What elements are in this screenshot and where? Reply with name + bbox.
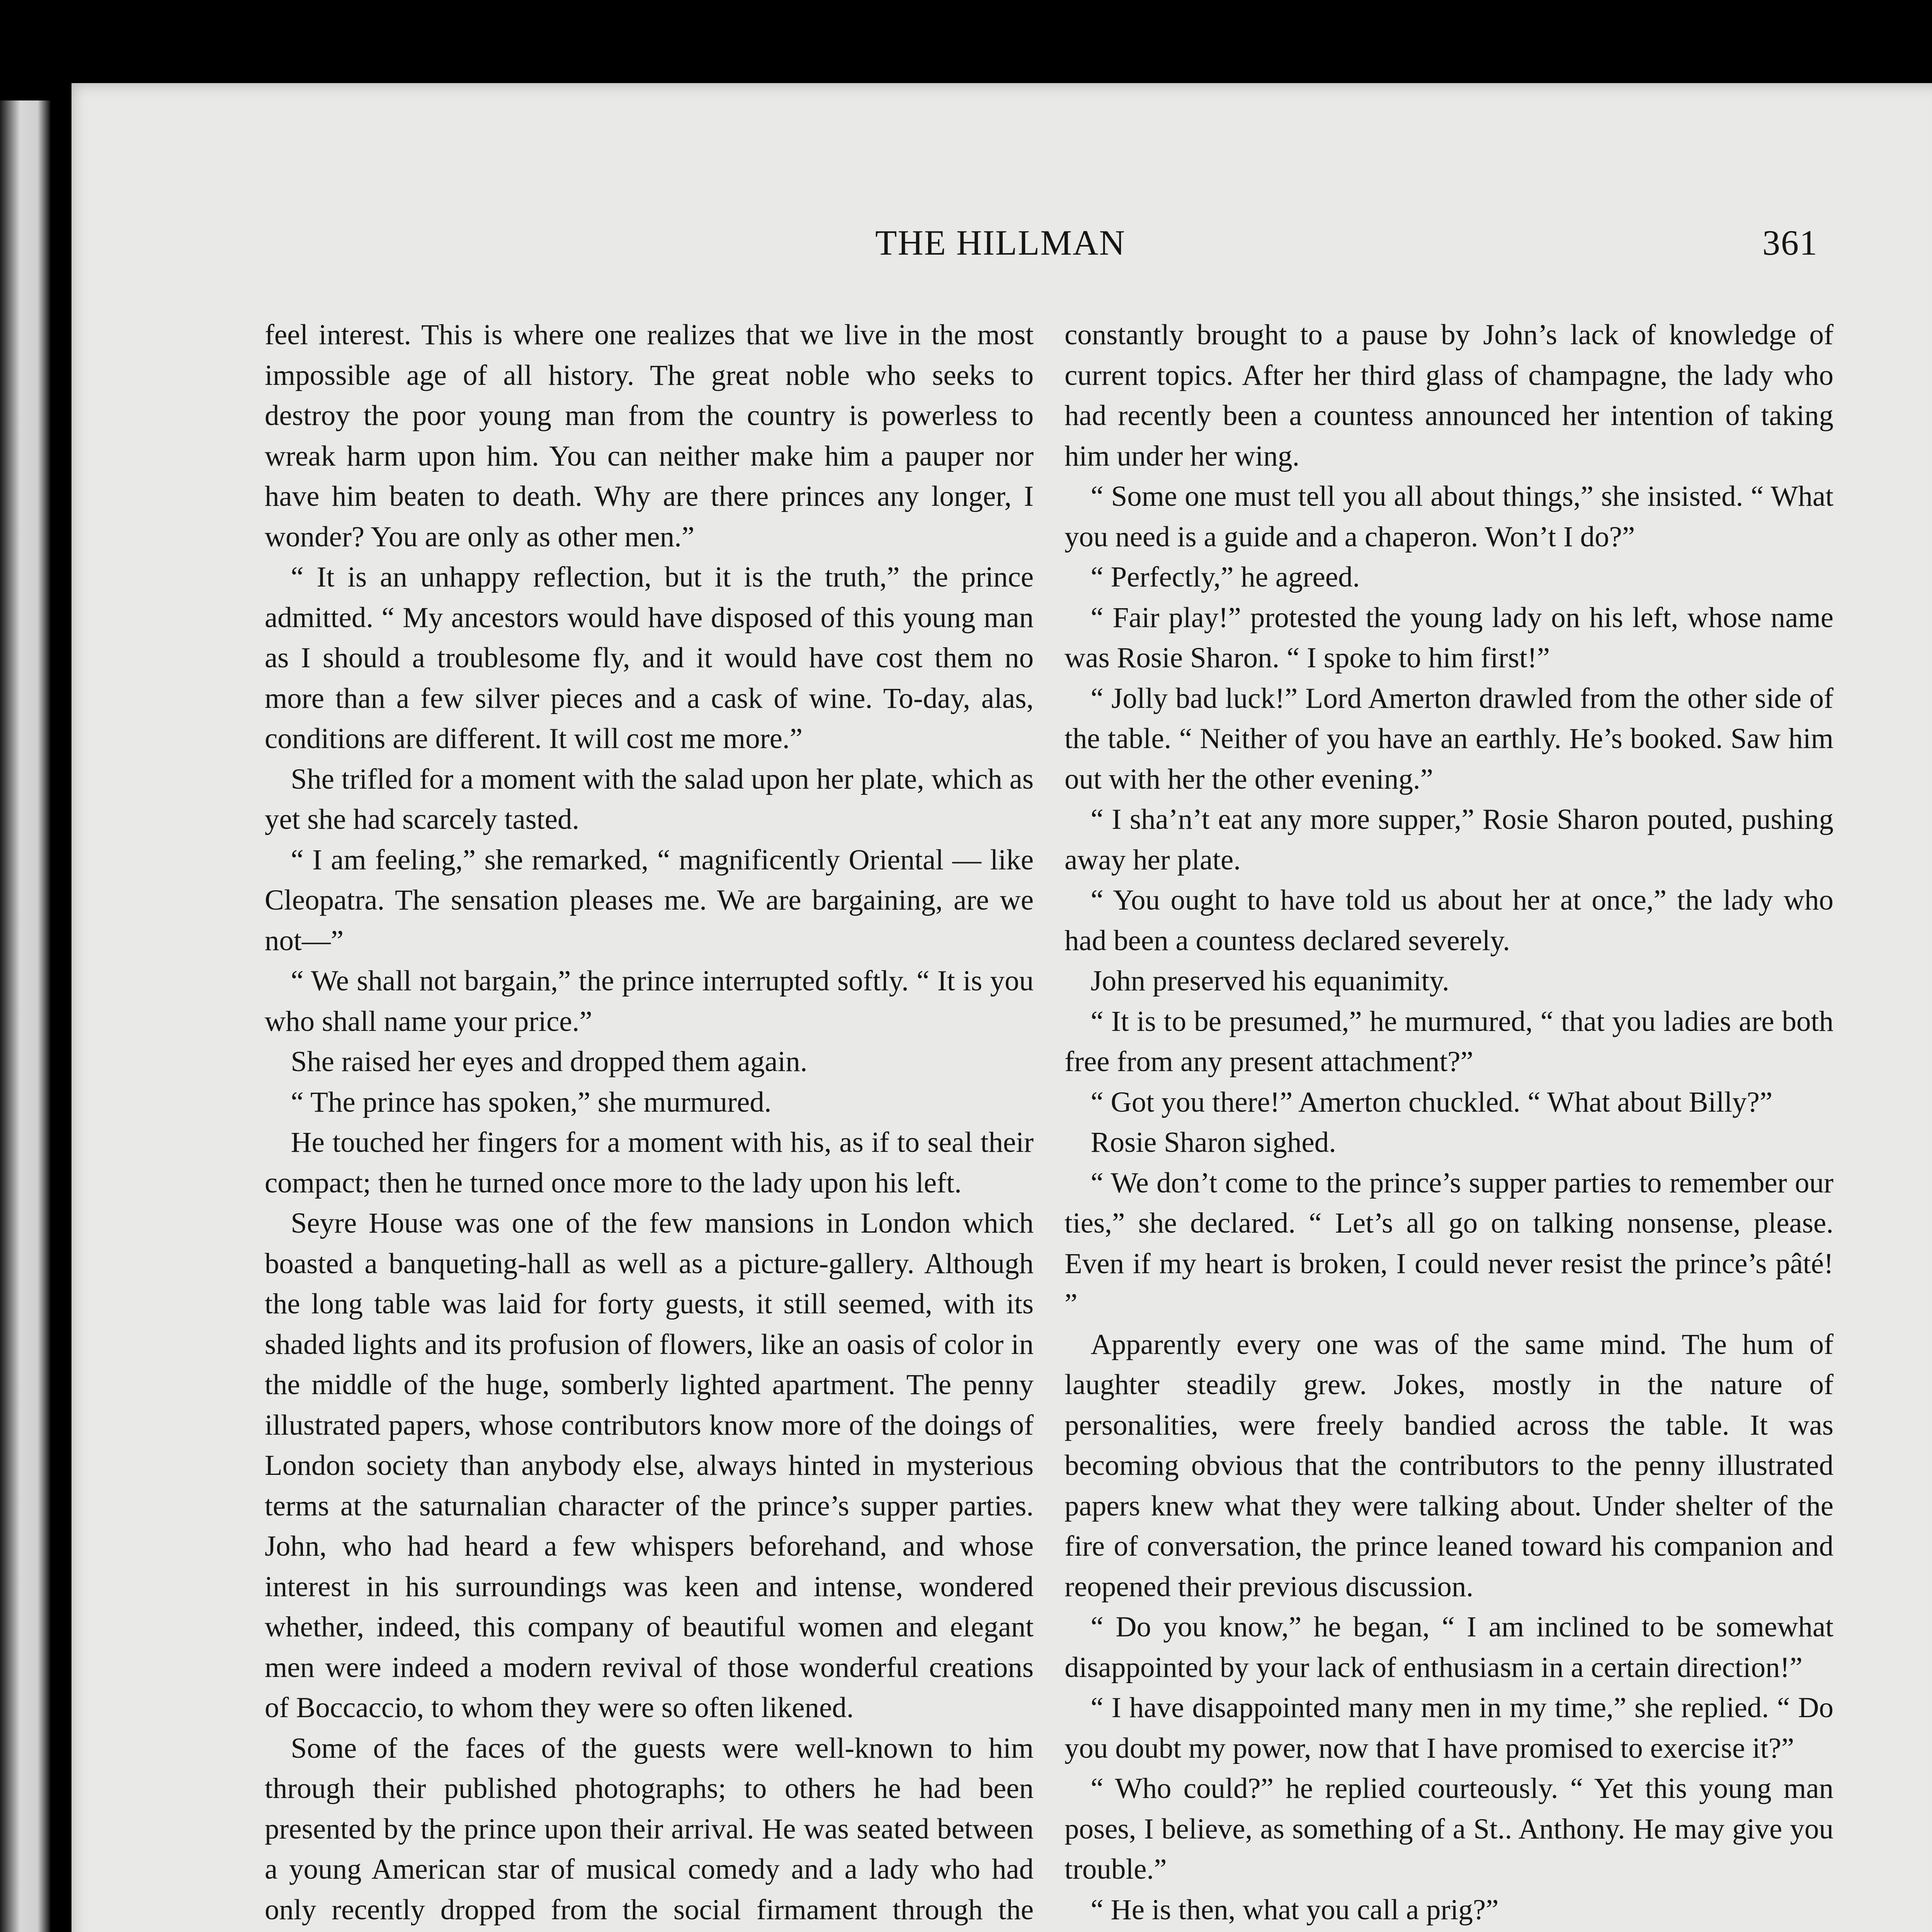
- previous-page-edge: [0, 100, 50, 1932]
- paragraph: “ He is then, what you call a prig?”: [1090, 1893, 1499, 1926]
- paragraph: She trifled for a moment with the salad upon her plate, which as yet she had scarcely tasted.: [265, 763, 1034, 835]
- paragraph: Rosie Sharon sighed.: [1090, 1126, 1336, 1158]
- left-text-column: [265, 315, 1034, 1932]
- paragraph: “ Some one must tell you all about things,” she insisted. “ What you need is a guide and a chaperon. Won’t I do?”: [1065, 480, 1833, 553]
- paragraph: She raised her eyes and dropped them again.: [291, 1046, 808, 1078]
- paragraph: Seyre House was one of the few mansions in London which boasted a banqueting-hall as well as a picture-gallery. Although the long table was laid for forty guests, it still seemed, with its shaded lights and its profusion of flowers, like an oasis of color in the middle of the huge, somberly lighted apartment. The penny illustrated papers, whose contributors know more of the doings of London society than anybody else, always hinted in mysterious terms at the saturnalian character of the prince’s supper parties. John, who had heard a few whispers beforehand, and whose interest in his surroundings was keen and intense, wondered whether, indeed, this company of beautiful women and elegant men were indeed a modern revival of those wonderful creations of Boccaccio, to whom they were so often likened.: [265, 1207, 1034, 1724]
- paragraph: “ I sha’n’t eat any more supper,” Rosie Sharon pouted, pushing away her plate.: [1065, 803, 1833, 876]
- paragraph-continuation: constantly brought to a pause by John’s lack of knowledge of current topics. After her third glass of champagne, the lady who had recently been a countess announced her intention of taking him under her wing.: [1065, 319, 1833, 472]
- paragraph: John preserved his equanimity.: [1090, 965, 1449, 997]
- paragraph: “ It is to be presumed,” he murmured, “ that you ladies are both free from any present attachment?”: [1065, 1005, 1833, 1078]
- paragraph: “ Do you know,” he began, “ I am inclined to be somewhat disappointed by your lack of enthusiasm in a certain direction!”: [1065, 1611, 1833, 1684]
- running-head-title: THE HILLMAN: [875, 223, 1126, 262]
- paragraph: “ Got you there!” Amerton chuckled. “ What about Billy?”: [1090, 1086, 1773, 1118]
- paragraph: “ We don’t come to the prince’s supper parties to remember our ties,” she declared. “ Let’s all go on talking nonsense, please. Even if my heart is broken, I could never resist the prince’s pâté! ”: [1065, 1167, 1833, 1320]
- right-text-column: [1065, 315, 1833, 1932]
- paragraph: feel interest. This is where one realizes that we live in the most impossible age of all history. The great noble who seeks to destroy the poor young man from the country is powerless to wreak harm upon him. You can neither make him a pauper nor have him beaten to death. Why are there princes any longer, I wonder? You are only as other men.”: [265, 319, 1034, 553]
- paragraph: Some of the faces of the guests were well-known to him through their published photographs; to others he had been presented by the prince upon their arrival. He was seated between a young American star of musical comedy and a lady who had only recently dropped from the social firmament through the: [265, 1732, 1034, 1926]
- paragraph: “ I have disappointed many men in my time,” she replied. “ Do you doubt my power, now that I have promised to exercise it?”: [1065, 1692, 1833, 1764]
- paragraph: “ We shall not bargain,” the prince interrupted softly. “ It is you who shall name your price.”: [265, 965, 1034, 1037]
- paragraph: “ Jolly bad luck!” Lord Amerton drawled from the other side of the table. “ Neither of you have an earthly. He’s booked. Saw him out with her the other evening.”: [1065, 682, 1833, 795]
- paragraph: He touched her fingers for a moment with his, as if to seal their compact; then he turned once more to the lady upon his left.: [265, 1126, 1034, 1199]
- book-page: [71, 83, 1932, 1932]
- paragraph: “ Who could?” he replied courteously. “ Yet this young man poses, I believe, as something of a St.. Anthony. He may give you trouble.”: [1065, 1772, 1833, 1885]
- paragraph: “ Perfectly,” he agreed.: [1090, 561, 1360, 593]
- paragraph: “ The prince has spoken,” she murmured.: [291, 1086, 772, 1118]
- paragraph: [1065, 1930, 1833, 1932]
- page-number: 361: [1762, 223, 1818, 262]
- paragraph: “ It is an unhappy reflection, but it is the truth,” the prince admitted. “ My ancestors would have disposed of this young man as I should a troublesome fly, and it would have cost them no more than a few silver pieces and a cask of wine. To-day, alas, conditions are different. It will cost me more.”: [265, 561, 1034, 755]
- paragraph: “ You ought to have told us about her at once,” the lady who had been a countess declared severely.: [1065, 884, 1833, 957]
- paragraph: “ Fair play!” protested the young lady on his left, whose name was Rosie Sharon. “ I spoke to him first!”: [1065, 601, 1833, 674]
- paragraph: “ I am feeling,” she remarked, “ magnificently Oriental — like Cleopatra. The sensation pleases me. We are bargaining, are we not—”: [265, 844, 1034, 957]
- paragraph: Apparently every one was of the same mind. The hum of laughter steadily grew. Jokes, mostly in the nature of personalities, were freely bandied across the table. It was becoming obvious that the contributors to the penny illustrated papers knew what they were talking about. Under shelter of the fire of conversation, the prince leaned toward his companion and reopened their previous discussion.: [1065, 1328, 1833, 1603]
